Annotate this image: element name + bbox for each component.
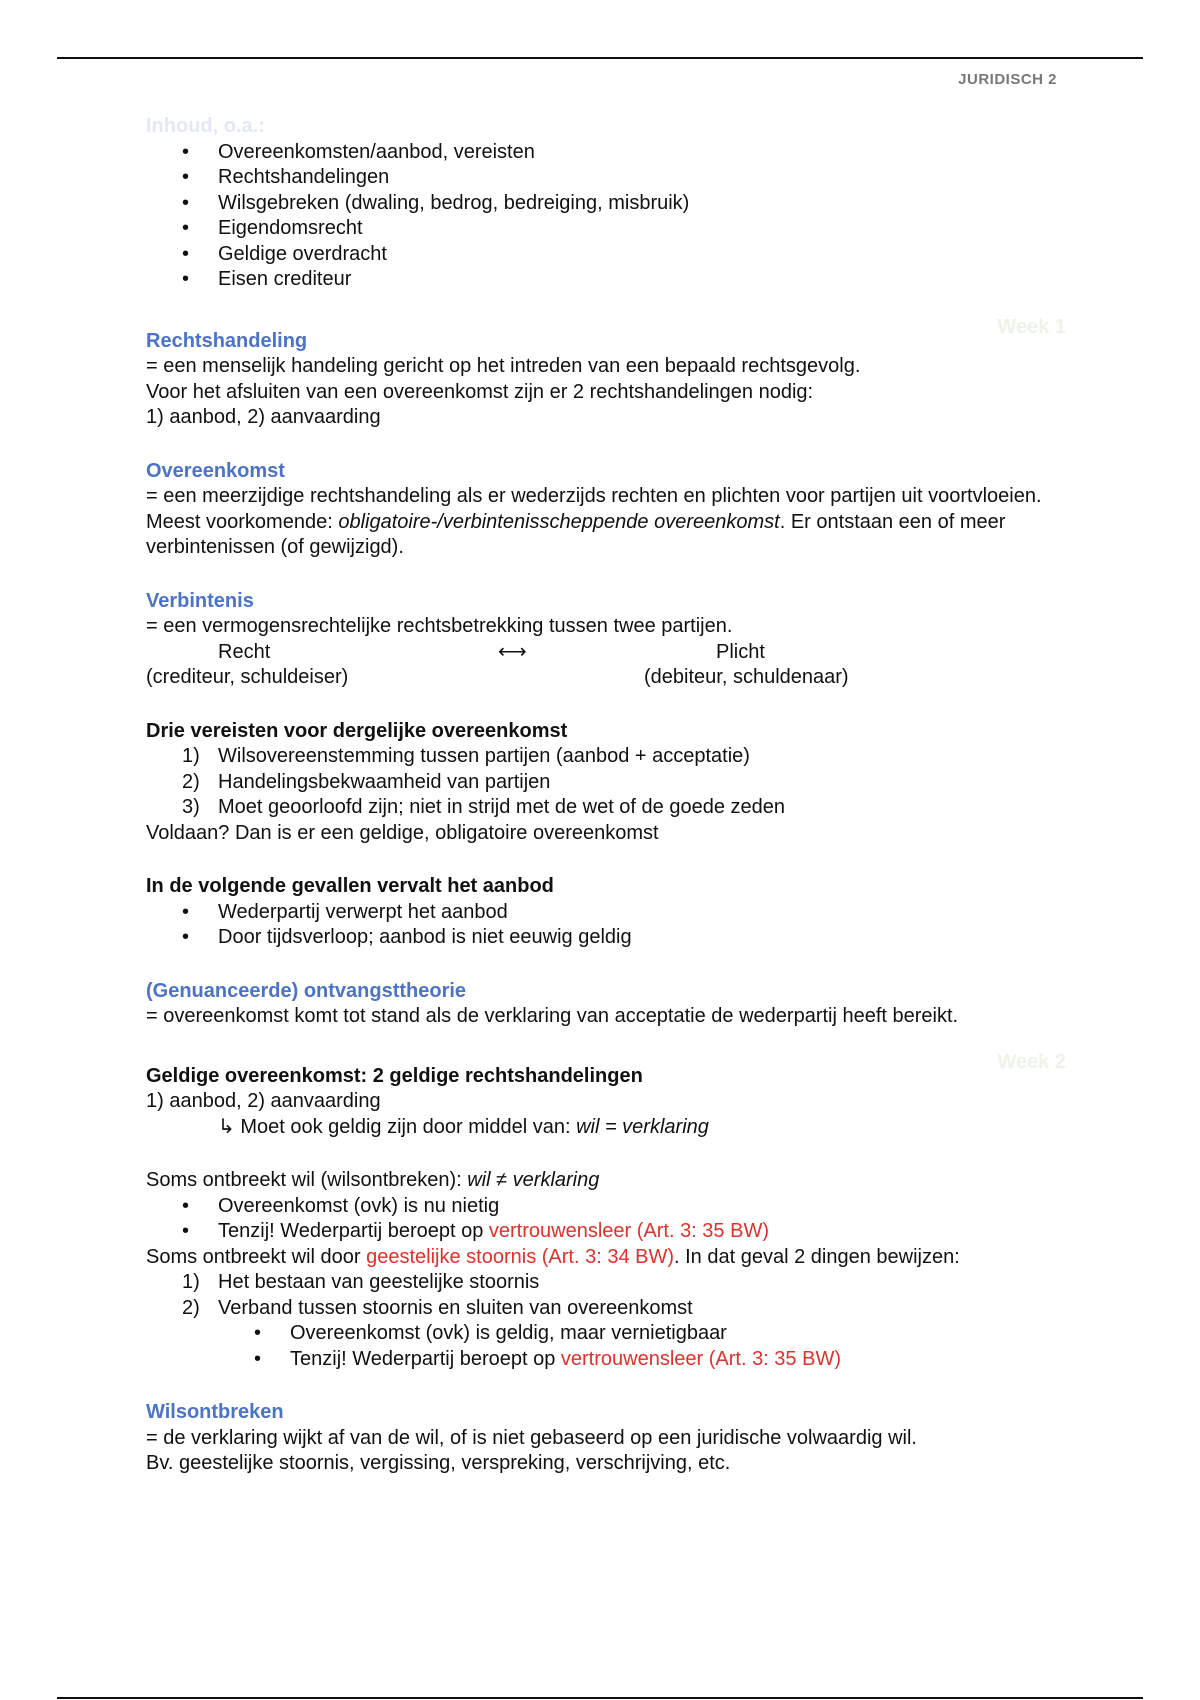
list-item: • Rechtshandelingen <box>146 165 1066 191</box>
bidirectional-arrow-icon: ⟷ <box>498 640 527 663</box>
rechtshandeling-line: Voor het afsluiten van een overeenkomst zijn er 2 rechtshandelingen nodig: <box>146 380 814 403</box>
wilsontbreken-list <box>146 1194 1066 1245</box>
rechtshandeling-line: 1) aanbod, 2) aanvaarding <box>146 406 381 428</box>
verbintenis-heading: Verbintenis <box>146 589 254 612</box>
list-item: • Door tijdsverloop; aanbod is niet eeuwig geldig <box>146 925 1066 951</box>
list-item: • Wilsgebreken (dwaling, bedrog, bedreiging, misbruik) <box>146 191 1066 217</box>
vervalt-list <box>146 900 1066 951</box>
overeenkomst-definition: = een meerzijdige rechtshandeling als er wederzijds rechten en plichten voor partijen uit voortvloeien. Meest voorkomende: obligatoire-/verbintenisscheppende overeenkomst. Er ontstaan een of meer verbintenissen (of gewijzigd). <box>146 485 1042 558</box>
recht-label: Recht <box>218 640 271 663</box>
list-item: 2) Handelingsbekwaamheid van partijen <box>182 770 551 793</box>
vereisten-heading: Drie vereisten voor dergelijke overeenkomst <box>146 719 568 742</box>
verbintenis-definition: = een vermogensrechtelijke rechtsbetrekking tussen twee partijen. <box>146 615 733 637</box>
wilsontbreken-examples: Bv. geestelijke stoornis, vergissing, verspreking, verschrijving, etc. <box>146 1452 731 1474</box>
list-item: • Tenzij! Wederpartij beroept op vertrouwensleer (Art. 3: 35 BW) <box>146 1347 1066 1373</box>
recht-plicht-row <box>146 640 1066 666</box>
list-item: • Eigendomsrecht <box>146 216 1066 242</box>
list-item: • Overeenkomsten/aanbod, vereisten <box>146 140 1066 166</box>
wilsontbreken-heading: Wilsontbreken <box>146 1401 284 1423</box>
wilsontbreken-intro: Soms ontbreekt wil (wilsontbreken): wil ≠ verklaring <box>146 1169 600 1191</box>
bottom-rule <box>57 1697 1143 1699</box>
document-body: Inhoud, o.a.: • Overeenkomsten/aanbod, vereisten • Rechtshandelingen • Wilsgebreken (dwaling, bedrog, bedreiging, misbruik) • Eigendomsrecht • Geldige overdracht • Eisen crediteur Week 1 Rechtshandeling = een menselijk handeling gericht op het intreden van een bepaald rechtsgevolg. Voor het afsluiten van een overeenkomst zijn er 2 rechtshandelingen nodig: 1) aanbod, 2) aanvaarding Overeenkomst = een meerzijdige rechtshandeling als er wederzijds rechten en plichten voor partijen uit voortvloeien. Meest voorkomende: obligatoire-/verbintenisscheppende overeenkomst. Er ontstaan een of meer verbintenissen (of gewijzigd). Verbintenis = een vermogensrechtelijke rechtsbetrekking tussen twee partijen. Recht ⟷ Plicht (crediteur, schuldeiser) (debiteur, schuldenaar) Drie vereisten voor dergelijke overeenkomst 1) Wilsovereenstemming tussen partijen (aanbod + acceptatie) 2) Handelingsbekwaamheid van partijen 3) Moet geoorloofd zijn; niet in strijd met de wet of de goede zeden Voldaan? Dan is er een geldige, obligatoire overeenkomst In de volgende gevallen vervalt het aanbod • Wederpartij verwerpt het aanbod • Door tijdsverloop; aanbod is niet eeuwig geldig (Genuanceerde) ontvangsttheorie = overeenkomst komt tot stand als de verklaring van acceptatie de wederpartij heeft bereikt. Week 2 Geldige overeenkomst: 2 geldige rechtshandelingen 1) aanbod, 2) aanvaarding ↳ Moet ook geldig zijn door middel van: wil = verklaring Soms ontbreekt wil (wilsontbreken): wil ≠ verklaring • Overeenkomst (ovk) is nu nietig • Tenzij! Wederpartij beroept op vertrouwensleer (Art. 3: 35 BW) Soms ontbreekt wil door geestelijke stoornis (Art. 3: 34 BW). In dat geval 2 dingen bewijzen: 1) Het bestaan van geestelijke stoornis 2) Verband tussen stoornis en sluiten van overeenkomst • Overeenkomst (ovk) is geldig, maar vernietigbaar • Tenzij! Wederpartij beroept op vertrouwensleer (Art. 3: 35 BW) Wilsontbreken = de verklaring wijkt af van de wil, of is niet gebaseerd op een juridische volwaardig wil. Bv. geestelijke stoornis, vergissing, verspreking, verschrijving, etc. <box>146 114 1066 1477</box>
debiteur-label: (debiteur, schuldenaar) <box>644 666 849 688</box>
list-item: • Eisen crediteur <box>146 267 1066 293</box>
stoornis-sublist <box>146 1321 1066 1372</box>
geldige-subline: ↳ Moet ook geldig zijn door middel van: wil = verklaring <box>218 1115 709 1138</box>
inhoud-list <box>146 140 1066 293</box>
stoornis-line: Soms ontbreekt wil door geestelijke stoornis (Art. 3: 34 BW). In dat geval 2 dingen bewijzen: <box>146 1245 960 1268</box>
wilsontbreken-definition: = de verklaring wijkt af van de wil, of is niet gebaseerd op een juridische volwaardig wil. <box>146 1426 917 1449</box>
list-item: • Overeenkomst (ovk) is geldig, maar vernietigbaar <box>146 1321 1066 1347</box>
list-item: 2) Verband tussen stoornis en sluiten van overeenkomst <box>182 1296 693 1319</box>
vereisten-conclusion: Voldaan? Dan is er een geldige, obligatoire overeenkomst <box>146 821 659 844</box>
vereisten-list <box>146 744 1066 821</box>
list-item: • Geldige overdracht <box>146 242 1066 268</box>
list-item: • Tenzij! Wederpartij beroept op vertrouwensleer (Art. 3: 35 BW) <box>146 1219 1066 1245</box>
list-item: • Overeenkomst (ovk) is nu nietig <box>146 1194 1066 1220</box>
vervalt-heading: In de volgende gevallen vervalt het aanbod <box>146 875 554 897</box>
stoornis-steps <box>146 1270 1066 1321</box>
rechtshandeling-heading: Rechtshandeling <box>146 329 308 352</box>
ontvangsttheorie-heading: (Genuanceerde) ontvangsttheorie <box>146 979 467 1002</box>
crediteur-label: (crediteur, schuldeiser) <box>146 666 349 688</box>
geldige-overeenkomst-heading: Geldige overeenkomst: 2 geldige rechtshandelingen <box>146 1064 643 1087</box>
geldige-line: 1) aanbod, 2) aanvaarding <box>146 1090 381 1112</box>
plicht-label: Plicht <box>716 640 765 663</box>
inhoud-title: Inhoud, o.a.: <box>146 115 265 137</box>
list-item: 1) Wilsovereenstemming tussen partijen (aanbod + acceptatie) <box>182 745 750 767</box>
list-item: 3) Moet geoorloofd zijn; niet in strijd met de wet of de goede zeden <box>182 796 786 818</box>
parties-row <box>146 665 1066 691</box>
rechtshandeling-line: = een menselijk handeling gericht op het intreden van een bepaald rechtsgevolg. <box>146 355 861 377</box>
top-rule <box>57 57 1143 59</box>
ontvangsttheorie-definition: = overeenkomst komt tot stand als de verklaring van acceptatie de wederpartij heeft bereikt. <box>146 1005 959 1027</box>
list-item: 1) Het bestaan van geestelijke stoornis <box>182 1271 540 1293</box>
overeenkomst-heading: Overeenkomst <box>146 459 285 482</box>
document-header-label: JURIDISCH 2 <box>958 71 1057 88</box>
list-item: • Wederpartij verwerpt het aanbod <box>146 900 1066 926</box>
